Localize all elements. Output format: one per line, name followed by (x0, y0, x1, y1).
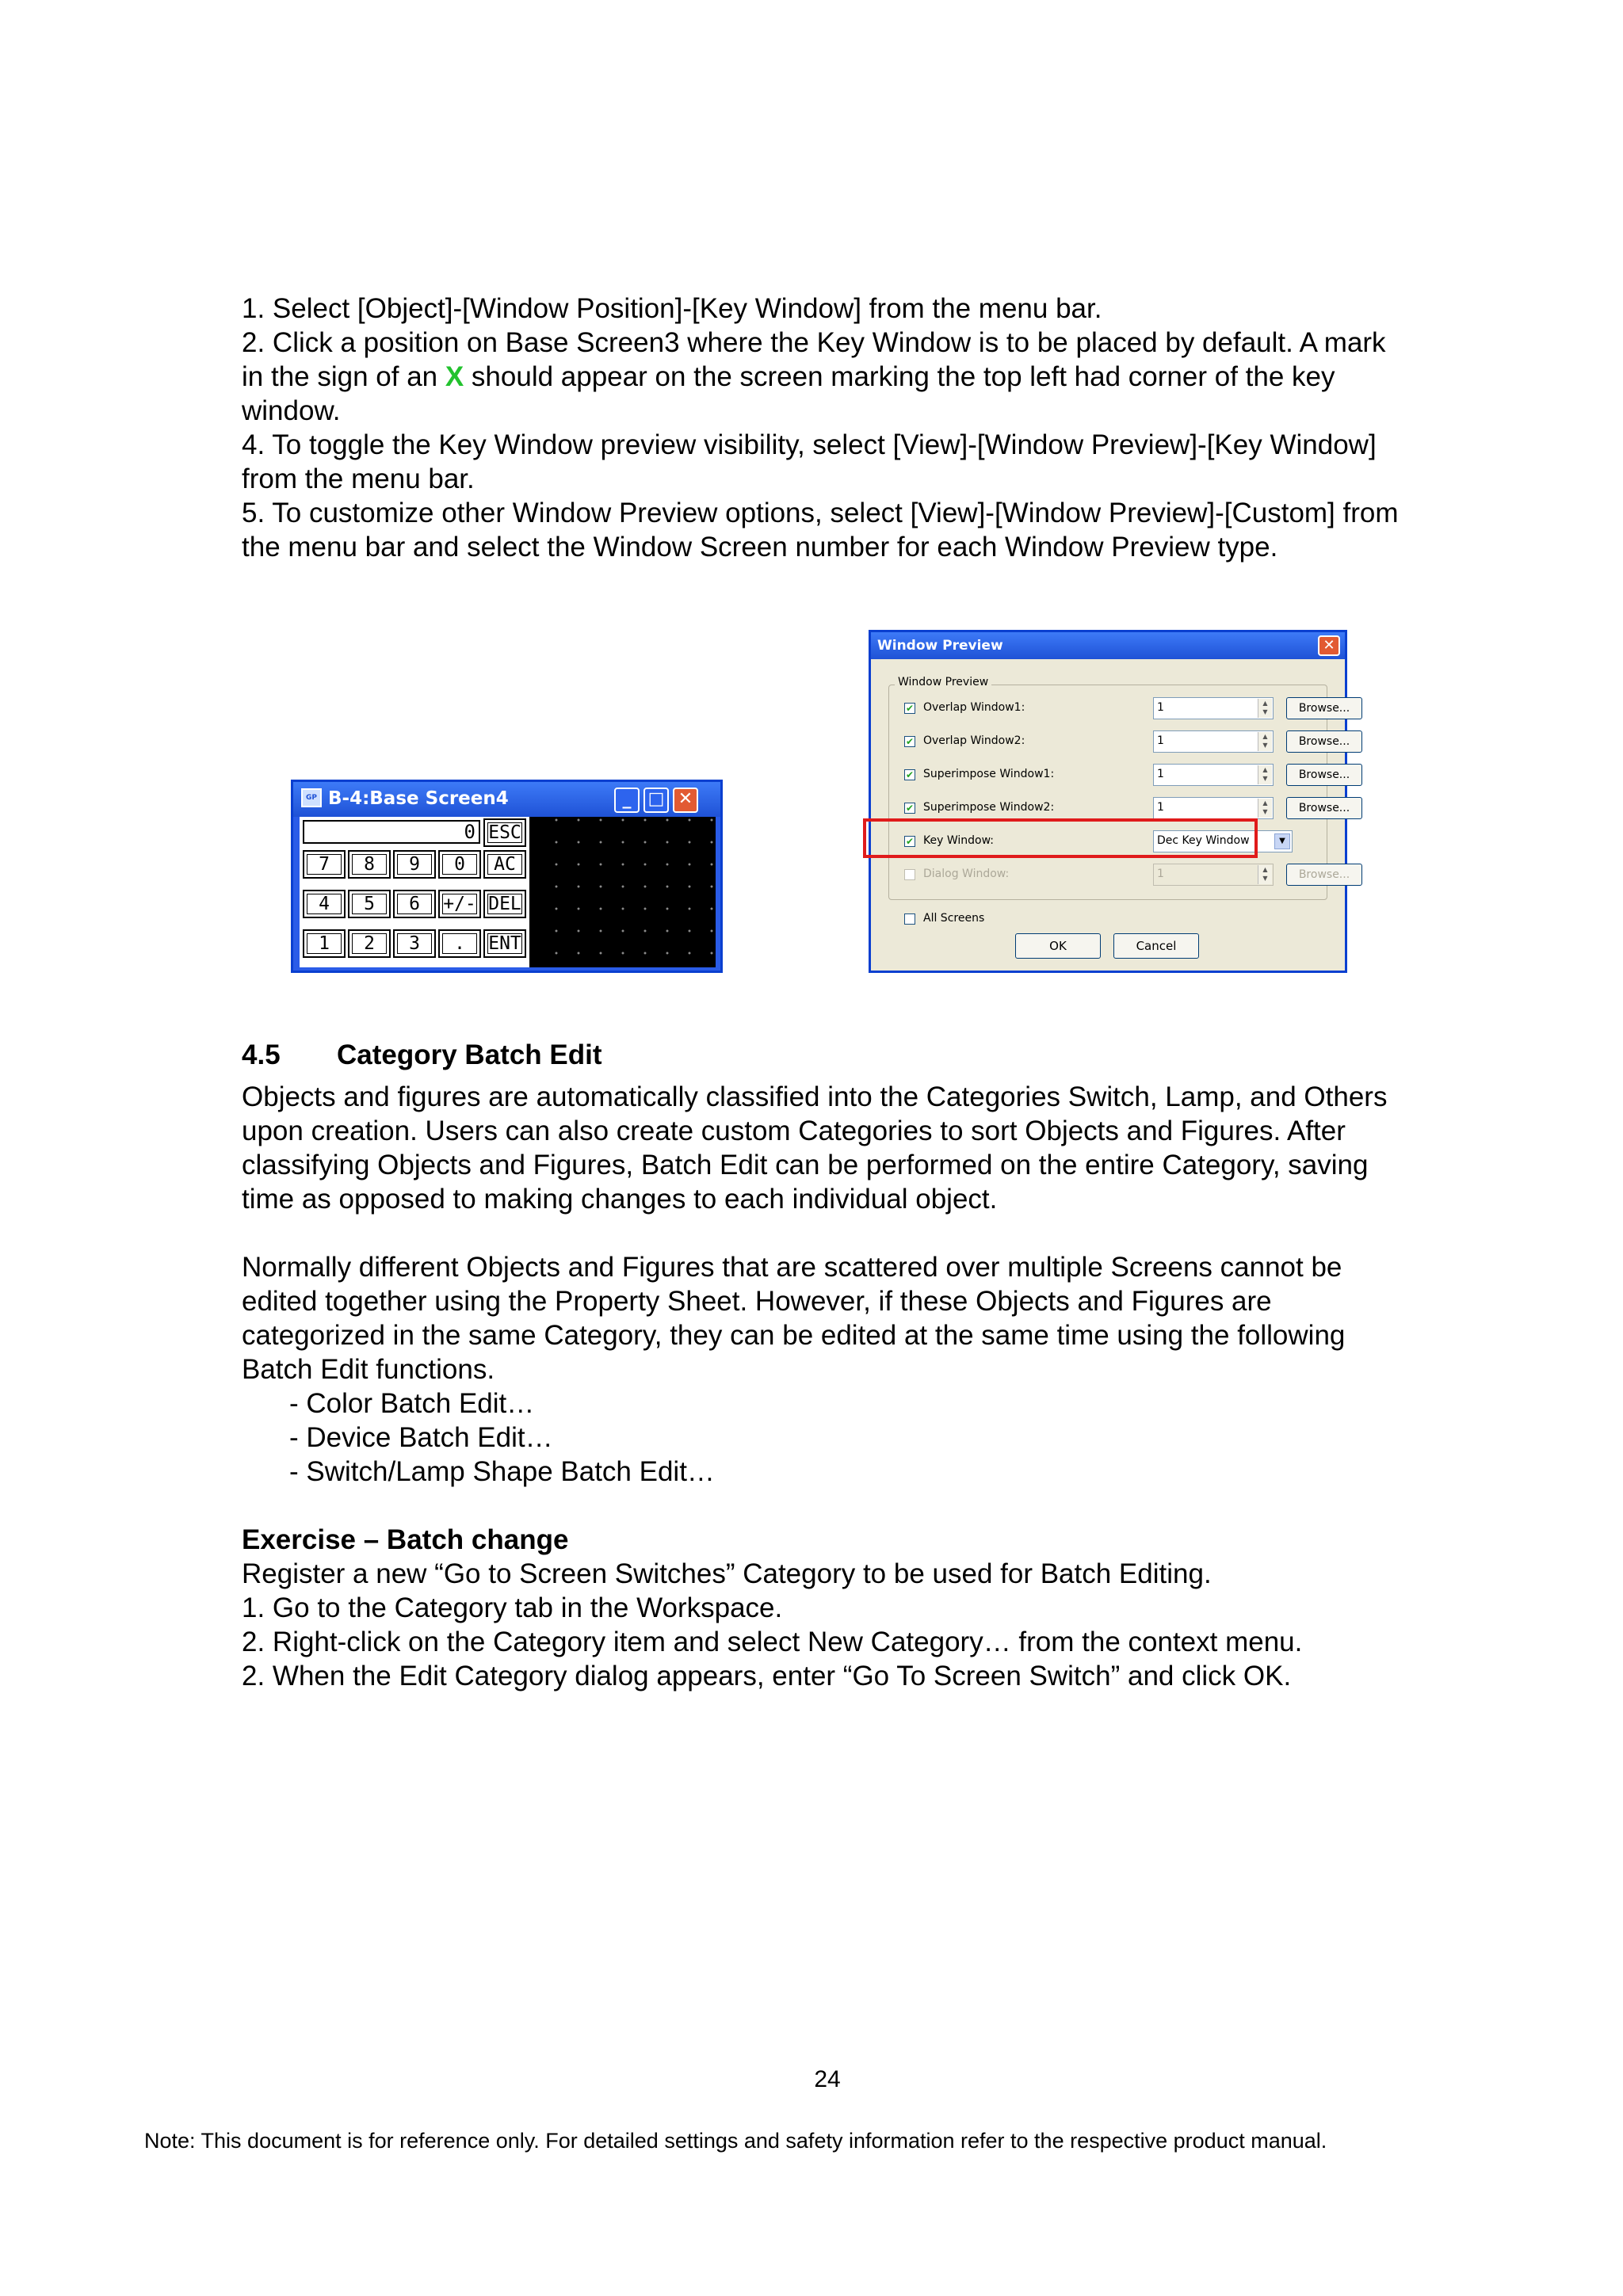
window-preview-title: Window Preview (877, 638, 1003, 654)
exercise-intro: Register a new “Go to Screen Switches” Category to be used for Batch Editing. (242, 1558, 1212, 1589)
key-5[interactable]: 5 (348, 890, 391, 918)
step-1: 1. Select [Object]-[Window Position]-[Key Window] from the menu bar. (242, 293, 1102, 324)
key-del[interactable]: DEL (483, 890, 526, 918)
section-para-2: Normally different Objects and Figures that are scattered over multiple Screens cannot be edited together using the Property Sheet. However, if these Objects and Figures are categorized in the same Category, they can be edited at the same time using the following Batch Edit functions. (242, 1252, 1346, 1385)
step-2-text-b: should appear on the screen marking the top left had corner of the key window. (242, 361, 1335, 426)
base-screen-canvas (300, 817, 716, 967)
select-key-window-value: Dec Key Window (1157, 834, 1250, 847)
exercise-title: Exercise – Batch change (242, 1524, 569, 1555)
row-superimpose-window1 (904, 764, 1350, 788)
step-5: 5. To customize other Window Preview options, select [View]-[Window Preview]-[Custom] from the menu bar and select the Window Screen number for each Window Preview type. (242, 498, 1399, 563)
maximize-icon[interactable]: □ (643, 788, 669, 813)
row-overlap-window1 (904, 697, 1350, 721)
key-window-highlight (863, 818, 1258, 858)
key-3[interactable]: 3 (393, 929, 436, 958)
section-number: 4.5 (242, 1039, 281, 1070)
batch-list-item: - Switch/Lamp Shape Batch Edit… (289, 1456, 715, 1487)
footer-note: Note: This document is for reference only. For detailed settings and safety information refer to the respective product manual. (144, 2129, 1327, 2153)
key-6[interactable]: 6 (393, 890, 436, 918)
all-screens-option[interactable] (904, 908, 1063, 930)
key-4[interactable]: 4 (303, 890, 346, 918)
spinner-icon[interactable]: ▲ ▼ (1258, 732, 1272, 751)
input-superimpose-window1[interactable]: 1 (1153, 764, 1274, 786)
key-7[interactable]: 7 (303, 850, 346, 879)
batch-list-item: - Device Batch Edit… (289, 1422, 553, 1453)
spinner-icon[interactable]: ▲ ▼ (1258, 699, 1272, 718)
key-8[interactable]: 8 (348, 850, 391, 879)
row-overlap-window2 (904, 730, 1350, 754)
exercise-step: 2. When the Edit Category dialog appears, enter “Go To Screen Switch” and click OK. (242, 1661, 1292, 1691)
browse-button[interactable]: Browse... (1286, 730, 1362, 753)
checkbox-dialog-window (904, 869, 915, 880)
base-screen-titlebar (293, 782, 720, 817)
input-dialog-window: 1 (1153, 864, 1274, 886)
input-overlap-window2[interactable]: 1 (1153, 730, 1274, 753)
page-number: 24 (814, 2066, 841, 2092)
batch-list-item: - Color Batch Edit… (289, 1388, 535, 1419)
key-9[interactable]: 9 (393, 850, 436, 879)
chevron-down-icon[interactable]: ▼ (1274, 833, 1290, 849)
checkbox-all-screens[interactable] (904, 913, 915, 925)
spinner-icon[interactable]: ▲ ▼ (1258, 765, 1272, 784)
label-superimpose-window2: Superimpose Window2: (923, 801, 1055, 814)
label-dialog-window: Dialog Window: (923, 868, 1010, 880)
input-overlap-window1[interactable]: 1 (1153, 697, 1274, 719)
checkbox-overlap-window1[interactable]: ✔ (905, 703, 915, 714)
key-ac[interactable]: AC (483, 850, 526, 879)
base-screen-window (291, 780, 723, 973)
ok-button[interactable]: OK (1015, 933, 1101, 959)
browse-button[interactable]: Browse... (1286, 797, 1362, 819)
screen-dot-grid (537, 817, 716, 967)
key-dot[interactable]: . (438, 929, 481, 958)
browse-button[interactable]: Browse... (1286, 697, 1362, 719)
checkbox-superimpose-window2[interactable]: ✔ (905, 803, 915, 814)
input-superimpose-window2[interactable]: 1 (1153, 797, 1274, 819)
key-1[interactable]: 1 (303, 929, 346, 958)
key-esc[interactable]: ESC (483, 818, 526, 847)
close-icon[interactable]: ✕ (1318, 635, 1340, 656)
step-2 (242, 326, 1415, 428)
step-4: 4. To toggle the Key Window preview visibility, select [View]-[Window Preview]-[Key Window] from the menu bar. (242, 429, 1377, 494)
key-0[interactable]: 0 (438, 850, 481, 879)
checkbox-key-window[interactable]: ✔ (905, 836, 915, 847)
checkbox-superimpose-window1[interactable]: ✔ (905, 769, 915, 780)
group-label: Window Preview (895, 676, 991, 688)
close-icon[interactable]: ✕ (673, 788, 698, 813)
exercise-step: 2. Right-click on the Category item and select New Category… from the context menu. (242, 1627, 1303, 1657)
window-preview-dialog (869, 630, 1350, 973)
keypad-display: 0 (303, 820, 480, 844)
minimize-icon[interactable]: _ (614, 788, 640, 813)
label-key-window: Key Window: (923, 834, 994, 847)
row-dialog-window (904, 864, 1350, 887)
section-heading (242, 1038, 1415, 1072)
row-superimpose-window2 (904, 797, 1350, 821)
browse-button: Browse... (1286, 864, 1362, 886)
section-category-batch-edit (242, 1038, 1415, 1693)
label-superimpose-window1: Superimpose Window1: (923, 768, 1055, 780)
label-overlap-window2: Overlap Window2: (923, 734, 1025, 747)
spinner-icon[interactable]: ▲ ▼ (1258, 799, 1272, 818)
exercise-step: 1. Go to the Category tab in the Workspace. (242, 1592, 783, 1623)
checkbox-overlap-window2[interactable]: ✔ (905, 736, 915, 747)
key-ent[interactable]: ENT (483, 929, 526, 958)
intro-steps (242, 292, 1415, 564)
key-plus-minus[interactable]: +/- (438, 890, 481, 918)
browse-button[interactable]: Browse... (1286, 764, 1362, 786)
window-preview-titlebar (871, 632, 1345, 659)
base-screen-title: B-4:Base Screen4 (328, 788, 509, 809)
cancel-button[interactable]: Cancel (1113, 933, 1199, 959)
section-para-1: Objects and figures are automatically classified into the Categories Switch, Lamp, and Others upon creation. Users can also create custom Categories to sort Objects and Figures. After classifying Objects and Figures, Batch Edit can be performed on the entire Category, saving time as opposed to making changes to each individual object. (242, 1081, 1388, 1215)
section-title: Category Batch Edit (337, 1039, 602, 1070)
key-2[interactable]: 2 (348, 929, 391, 958)
app-icon: GP (301, 788, 322, 807)
spinner-icon: ▲ ▼ (1258, 865, 1272, 884)
step-2-text-a: 2. Click a position on Base Screen3 where the Key Window is to be placed by default. A mark in the sign of an (242, 327, 1386, 392)
key-window[interactable] (300, 817, 529, 967)
x-mark: X (445, 361, 464, 392)
label-overlap-window1: Overlap Window1: (923, 701, 1025, 714)
label-all-screens: All Screens (923, 912, 985, 925)
